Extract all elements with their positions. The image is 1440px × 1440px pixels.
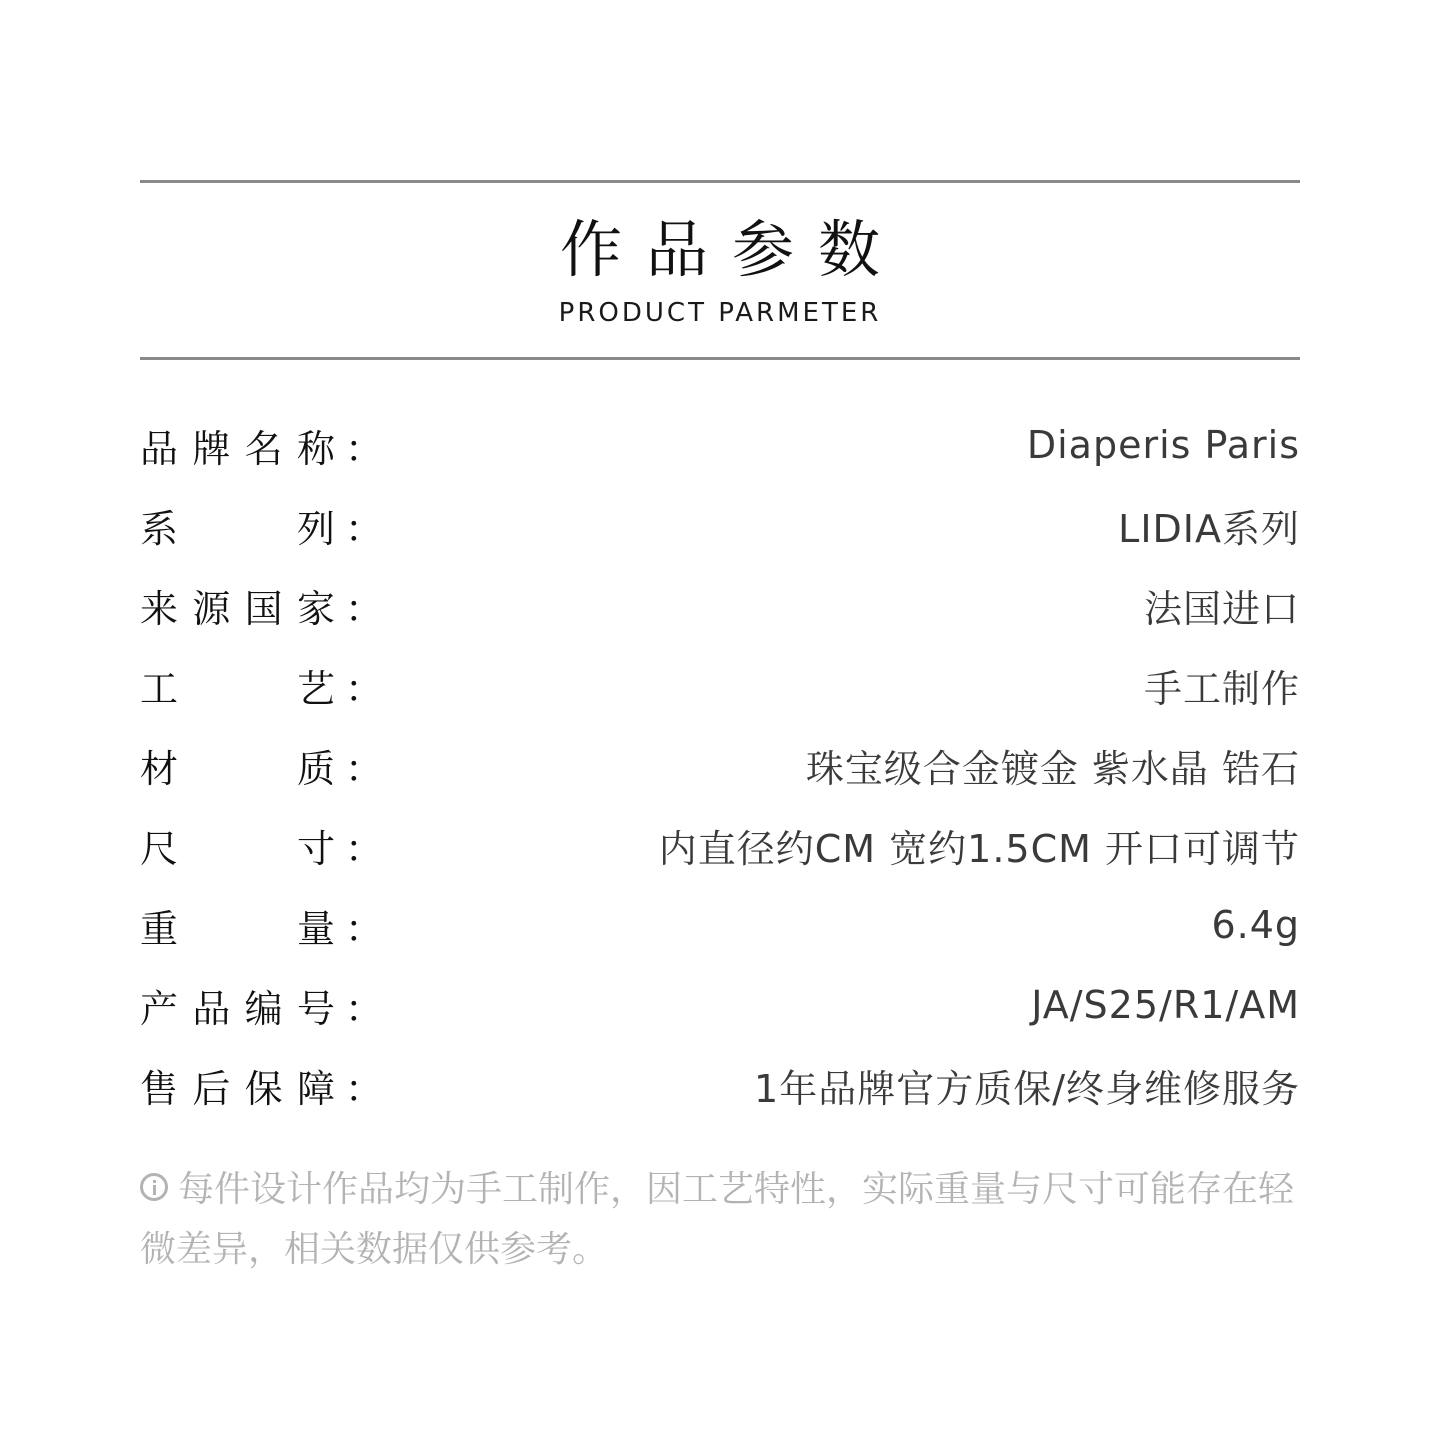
param-colon: ： — [345, 586, 384, 631]
param-colon: ： — [345, 1066, 384, 1111]
parameter-list — [140, 405, 1300, 1125]
top-divider — [140, 180, 1300, 183]
param-label: 尺 寸 — [140, 826, 335, 871]
param-label: 重 量 — [140, 906, 335, 951]
param-label: 品 牌 名 称 — [140, 426, 335, 471]
param-value: Diaperis Paris — [1026, 423, 1300, 467]
param-value: 手工制作 — [1143, 666, 1300, 711]
param-row-warranty — [140, 1045, 1300, 1125]
param-label: 来 源 国 家 — [140, 586, 335, 631]
param-colon: ： — [345, 986, 384, 1031]
param-label: 产 品 编 号 — [140, 986, 335, 1031]
param-value: 法国进口 — [1143, 586, 1300, 631]
param-value: JA/S25/R1/AM — [1031, 983, 1300, 1027]
param-label: 工 艺 — [140, 666, 335, 711]
param-colon: ： — [345, 506, 384, 551]
param-row-product-code — [140, 965, 1300, 1045]
param-label: 材 质 — [140, 746, 335, 791]
param-colon: ： — [345, 426, 384, 471]
param-value: 内直径约CM 宽约1.5CM 开口可调节 — [658, 826, 1300, 871]
param-value: 1年品牌官方质保/终身维修服务 — [754, 1066, 1300, 1111]
param-row-size — [140, 805, 1300, 885]
param-label: 售 后 保 障 — [140, 1066, 335, 1111]
param-row-series — [140, 485, 1300, 565]
param-row-weight — [140, 885, 1300, 965]
param-colon: ： — [345, 826, 384, 871]
param-value: 珠宝级合金镀金 紫水晶 锆石 — [805, 746, 1300, 791]
page-subtitle: PRODUCT PARMETER — [558, 298, 882, 328]
param-colon: ： — [345, 906, 384, 951]
param-value: 6.4g — [1211, 903, 1300, 947]
param-row-material — [140, 725, 1300, 805]
disclaimer-text: 每件设计作品均为手工制作，因工艺特性，实际重量与尺寸可能存在轻微差异，相关数据仅供参考。 — [140, 1169, 1295, 1270]
param-label: 系 列 — [140, 506, 335, 551]
bottom-divider — [140, 357, 1300, 360]
param-row-brand — [140, 405, 1300, 485]
param-row-craft — [140, 645, 1300, 725]
page-title: 作品参数 — [559, 213, 904, 286]
param-value: LIDIA系列 — [1118, 506, 1300, 551]
param-colon: ： — [345, 666, 384, 711]
info-icon — [140, 1173, 168, 1201]
param-row-origin — [140, 565, 1300, 645]
param-colon: ： — [345, 746, 384, 791]
disclaimer-note — [140, 1160, 1300, 1280]
